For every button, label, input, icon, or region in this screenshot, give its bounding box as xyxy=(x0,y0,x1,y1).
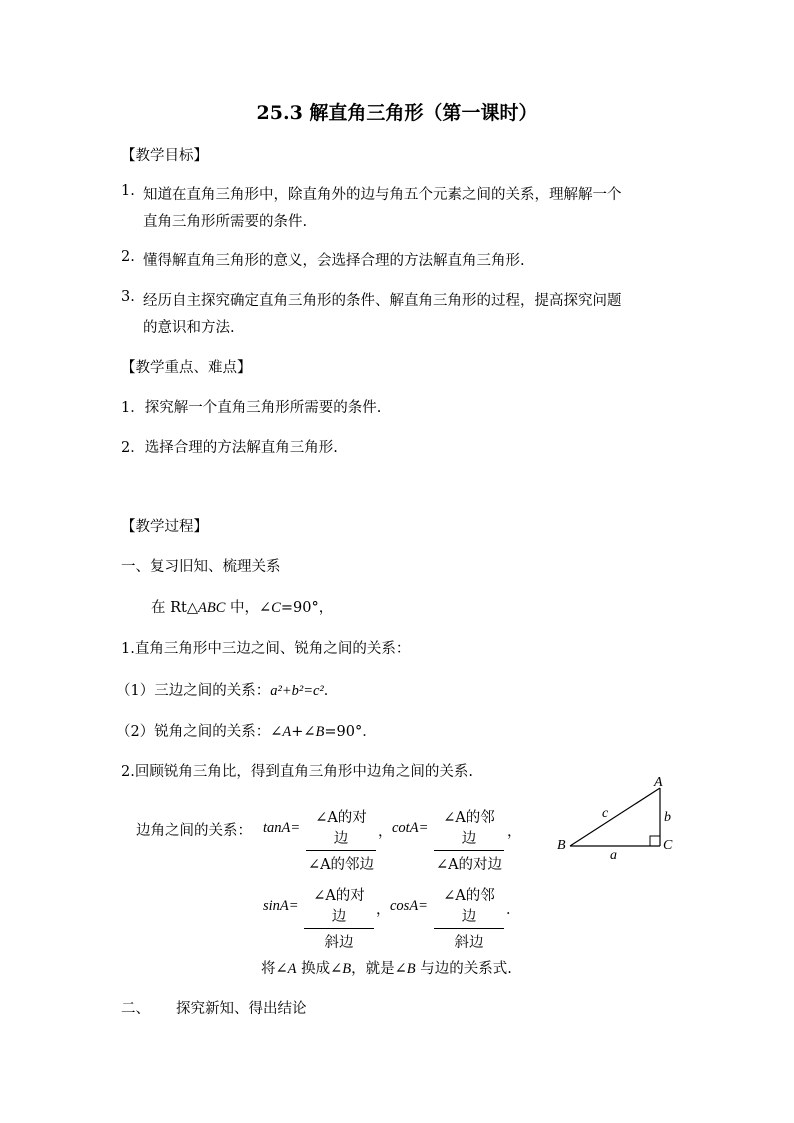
item-1-1: （1）三边之间的关系：a²+b²=c²． xyxy=(116,683,339,699)
goal-3-num: 3. xyxy=(121,289,135,305)
goals-heading: 【教学目标】 xyxy=(121,148,208,164)
key-point-2: 2．选择合理的方法解直角三角形. xyxy=(121,440,338,456)
vertex-c-label: C xyxy=(663,838,673,853)
tan-lhs: tanA= xyxy=(263,820,301,836)
cot-comma: ， xyxy=(507,824,522,840)
cos-lhs: cosA= xyxy=(390,898,428,914)
sin-comma: ， xyxy=(376,902,391,918)
tan-denominator: ∠A的邻边 xyxy=(307,857,375,873)
right-angle-marker xyxy=(650,836,660,846)
vertex-b-label: B xyxy=(557,838,566,853)
sin-numerator: ∠A的对边 xyxy=(313,888,365,925)
cot-denominator: ∠A的对边 xyxy=(435,857,503,873)
item-1-2: （2）锐角之间的关系：∠A+∠B=90°． xyxy=(116,724,377,740)
cos-denominator: 斜边 xyxy=(454,935,484,951)
side-c-label: c xyxy=(602,806,609,821)
page-title: 25.3 解直角三角形（第一课时） xyxy=(256,102,538,124)
goal-2-num: 2. xyxy=(121,249,135,265)
goal-1-line1: 知道在直角三角形中，除直角外的边与角五个元素之间的关系，理解解一个 xyxy=(143,187,622,203)
part2-number: 二、 xyxy=(121,1001,150,1017)
tan-numerator: ∠A的对边 xyxy=(315,810,367,847)
edge-angle-label: 边角之间的关系： xyxy=(136,823,252,839)
goal-3-line1: 经历自主探究确定直角三角形的条件、解直角三角形的过程，提高探究问题 xyxy=(143,293,622,309)
tan-fraction xyxy=(306,806,376,874)
cot-lhs: cotA= xyxy=(392,820,429,836)
sin-fraction xyxy=(304,884,374,952)
replace-note: 将∠A 换成∠B，就是∠B 与边的关系式. xyxy=(261,961,512,977)
cos-period: ． xyxy=(506,902,521,918)
goal-2-line1: 懂得解直角三角形的意义，会选择合理的方法解直角三角形. xyxy=(143,253,525,269)
side-a-label: a xyxy=(610,848,617,863)
side-b-label: b xyxy=(664,810,671,825)
goal-1-num: 1. xyxy=(121,183,135,199)
hypotenuse-line xyxy=(570,788,660,846)
cos-numerator: ∠A的邻边 xyxy=(443,888,495,925)
process-heading: 【教学过程】 xyxy=(121,519,208,535)
cot-numerator: ∠A的邻边 xyxy=(443,810,495,847)
item-1: 1.直角三角形中三边之间、锐角之间的关系： xyxy=(121,641,411,657)
part1-heading: 一、复习旧知、梳理关系 xyxy=(121,559,281,575)
item-2: 2.回顾锐角三角比，得到直角三角形中边角之间的关系. xyxy=(121,764,473,780)
tan-comma: ， xyxy=(378,824,393,840)
cos-fraction xyxy=(434,884,504,952)
goal-1-line2: 直角三角形所需要的条件. xyxy=(143,214,308,230)
vertex-a-label: A xyxy=(654,775,663,790)
sin-denominator: 斜边 xyxy=(324,935,354,951)
part2-heading: 探究新知、得出结论 xyxy=(176,1001,307,1017)
sin-lhs: sinA= xyxy=(263,898,299,914)
cot-fraction xyxy=(434,806,504,874)
key-point-1: 1．探究解一个直角三角形所需要的条件. xyxy=(121,400,382,416)
key-heading: 【教学重点、难点】 xyxy=(121,360,252,376)
given-statement: 在 Rt△ABC 中，∠C=90°， xyxy=(151,600,334,616)
goal-3-line2: 的意识和方法. xyxy=(143,320,235,336)
